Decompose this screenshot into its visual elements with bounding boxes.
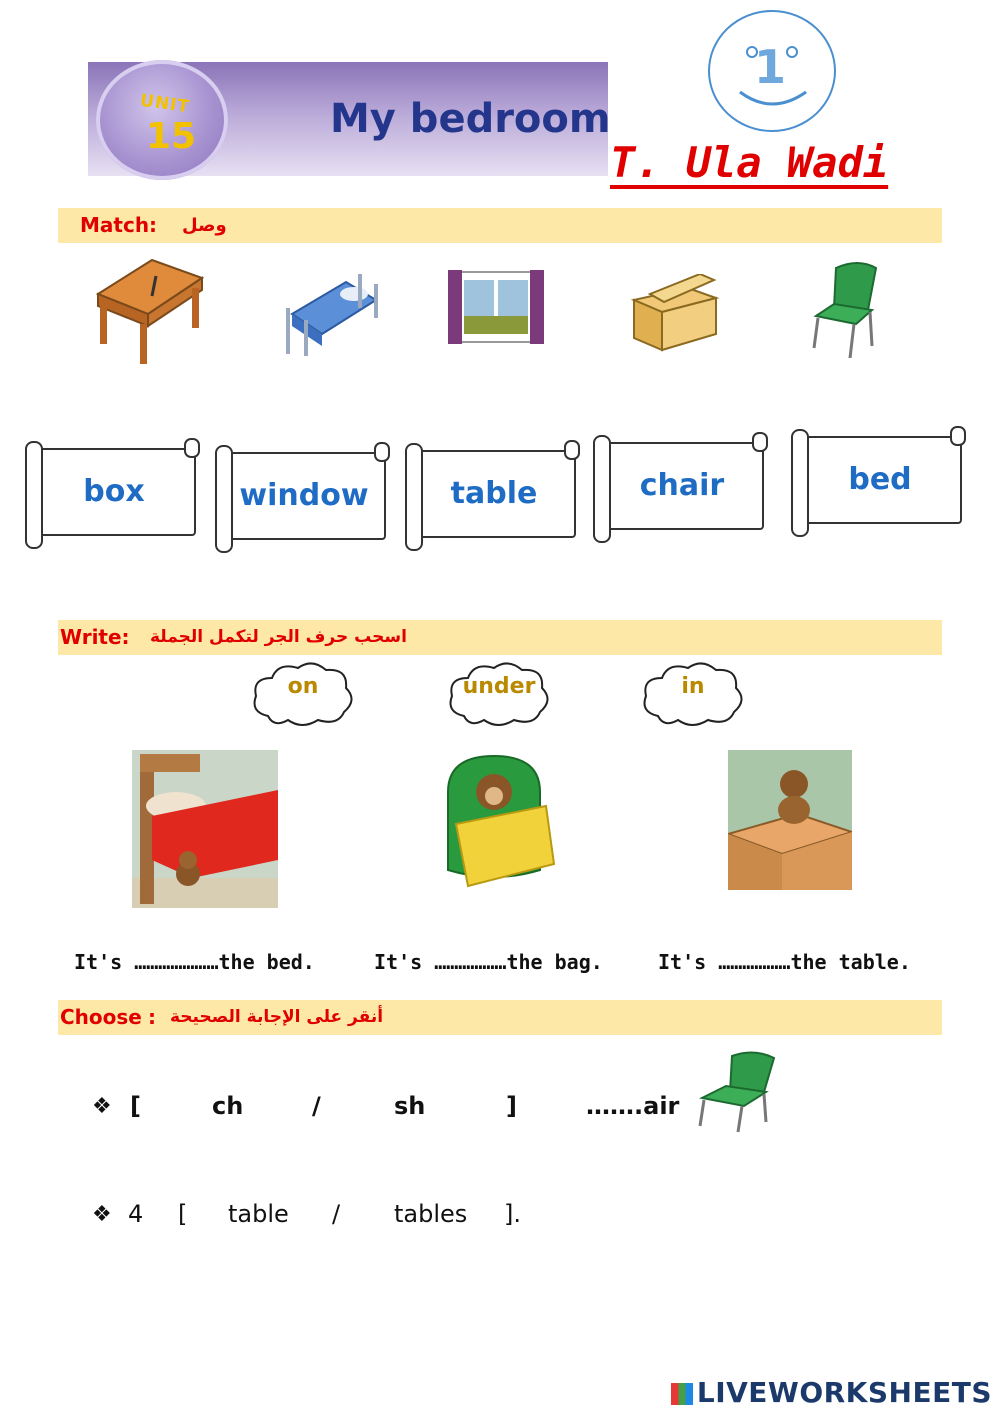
footer-brand: LIVEWORKSHEETS [696,1376,992,1409]
option-on: on [287,674,319,699]
word-card-table[interactable] [412,450,576,538]
monkey-on-table-picture-icon [728,750,852,890]
box-picture-icon[interactable] [630,274,720,354]
word-card-bed[interactable] [798,436,962,524]
unit-number: 15 [146,116,197,157]
q1-option-ch[interactable]: ch [212,1092,244,1120]
word-window: window [239,478,369,513]
liveworksheets-logo [671,1376,992,1409]
choose-label: Choose [60,1005,142,1029]
teacher-name: T. Ula Wadi [610,138,889,187]
word-bed: bed [848,462,912,497]
match-label-arabic: وصل [182,215,227,236]
q2-close-bracket: ]. [504,1200,521,1228]
option-under: under [462,674,536,699]
q2-option-tables[interactable]: tables [394,1200,468,1228]
word-card-box[interactable] [32,448,196,536]
word-card-chair[interactable] [600,442,764,530]
liveworksheets-mark-icon [671,1383,693,1405]
choose-label-separator: : [148,1005,156,1029]
monkey-in-bag-picture-icon [428,752,560,890]
word-card-window[interactable] [222,452,386,540]
cloud-option-on[interactable] [248,660,358,720]
write-section-bar [58,620,942,655]
q1-open-bracket: [ [130,1092,141,1120]
q1-close-bracket: ] [506,1092,517,1120]
word-box: box [83,474,145,509]
window-picture-icon[interactable] [448,268,544,346]
cloud-option-in[interactable] [638,660,748,720]
q1-slash: / [312,1092,321,1120]
unit-label: UNIT [138,90,192,118]
word-table: table [450,476,538,511]
chair-small-icon [698,1050,778,1134]
choose-section-bar [58,1000,942,1035]
diamond-bullet-icon: ❖ [92,1094,112,1119]
match-section-bar [58,208,942,243]
bed-picture-icon[interactable] [284,268,382,360]
match-label: Match: [80,213,158,237]
chair-picture-icon[interactable] [806,260,886,360]
choose-label-arabic: أنقر على الإجابة الصحيحة [170,1007,384,1027]
q1-word-tail: …….air [586,1092,680,1120]
sentence-bed[interactable]: It's …………………the bed. [74,950,315,974]
q2-option-table[interactable]: table [228,1200,289,1228]
option-in: in [681,674,705,699]
sentence-table[interactable]: It's ………………the table. [658,950,911,974]
monkey-under-bed-picture-icon [132,750,278,908]
q2-slash: / [332,1200,341,1228]
cloud-option-under[interactable] [444,660,554,720]
table-picture-icon[interactable] [92,256,204,366]
write-label-arabic: اسحب حرف الجر لتكمل الجملة [150,627,407,647]
diamond-bullet-icon: ❖ [92,1202,112,1227]
q2-open-bracket: [ [178,1200,188,1228]
grade-number: 1 [754,40,787,94]
sentence-bag[interactable]: It's ………………the bag. [374,950,603,974]
write-label: Write: [60,625,130,649]
word-chair: chair [639,468,725,503]
q1-option-sh[interactable]: sh [394,1092,426,1120]
q2-number: 4 [128,1200,144,1228]
page-title: My bedroom [330,96,611,142]
